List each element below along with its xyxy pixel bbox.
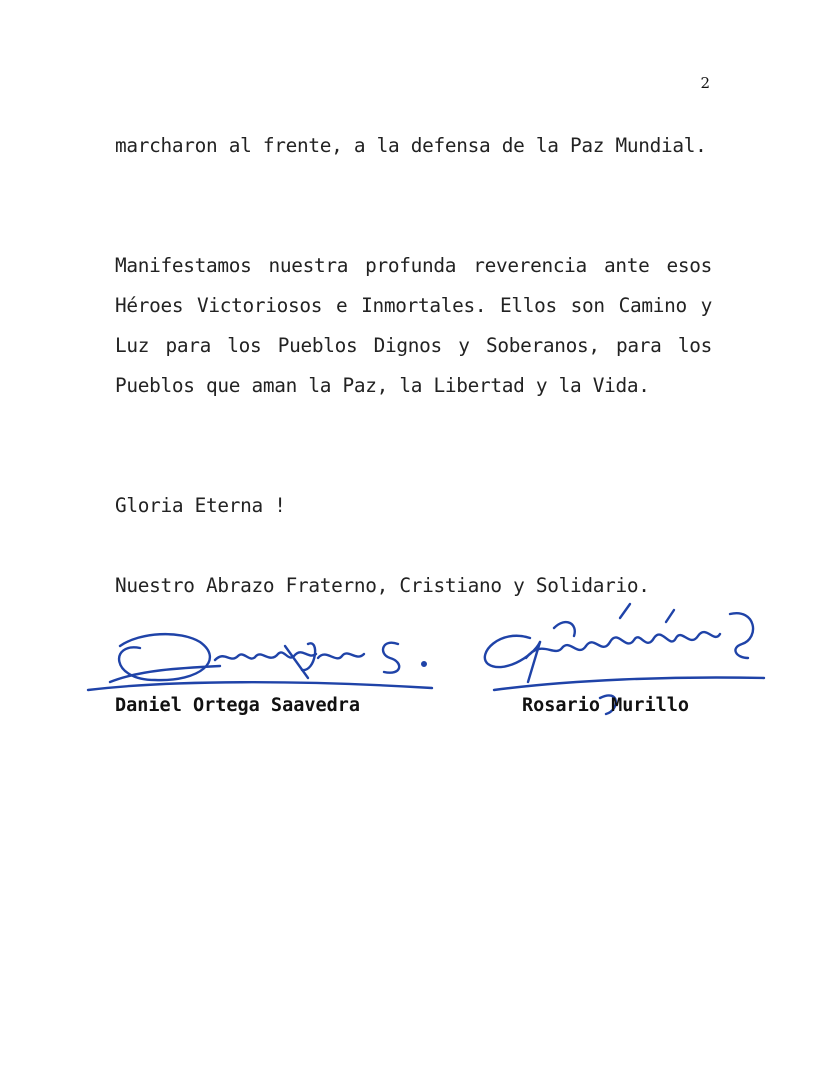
signature-daniel-ortega <box>80 620 440 700</box>
paragraph-gloria-eterna: Gloria Eterna ! <box>115 494 286 517</box>
paragraph-closing-peace: marcharon al frente, a la defensa de la Paz Mundial. <box>115 134 707 157</box>
signatory-name-rosario-murillo: Rosario Murillo <box>522 695 690 716</box>
paragraph-reverence: Manifestamos nuestra profunda reverencia ante esos Héroes Victoriosos e Inmortales. Ellos son Camino y Luz para los Pueblos Dignos y Soberanos, para los Pueblos que aman la Paz, la Libertad y la Vida. <box>115 254 712 397</box>
signatory-name-daniel-ortega: Daniel Ortega Saavedra <box>115 695 361 716</box>
page-number: 2 <box>700 74 710 92</box>
paragraph-abrazo: Nuestro Abrazo Fraterno, Cristiano y Solidario. <box>115 574 650 597</box>
